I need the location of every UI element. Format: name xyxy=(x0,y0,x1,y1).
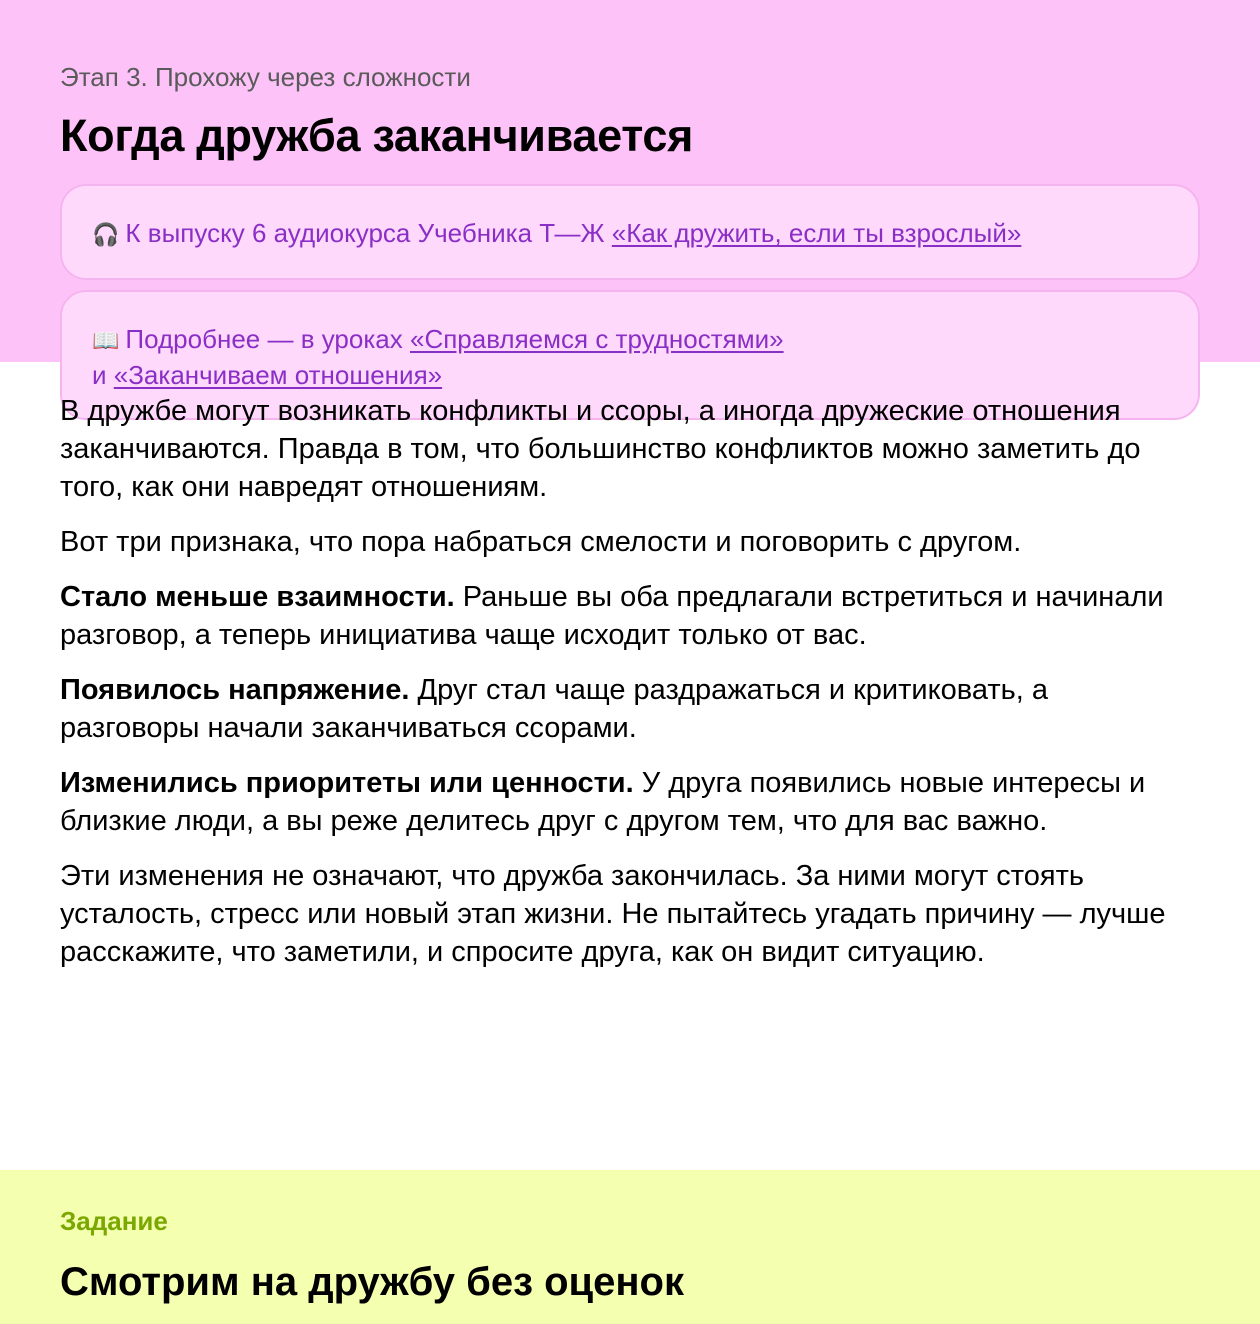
audio-note-text: К выпуску 6 аудиокурса Учебника Т—Ж xyxy=(125,218,612,248)
audio-course-note xyxy=(60,184,1200,280)
open-book-icon: 📖 xyxy=(92,328,120,353)
sign-title-reciprocity: Стало меньше взаимности. xyxy=(60,581,455,613)
sign-text-priorities: У друга появились новые интересы и близкие люди, а вы реже делитесь друг с другом тем, что для вас важно. xyxy=(60,767,1146,837)
sign-text-tension: Друг стал чаще раздражаться и критиковать, а разговоры начали заканчиваться ссорами. xyxy=(60,674,1048,744)
signs-intro-paragraph: Вот три признака, что пора набраться смелости и поговорить с другом. xyxy=(60,526,1022,558)
sign-text-reciprocity: Раньше вы оба предлагали встретиться и начинали разговор, а теперь инициатива чаще исходит только от вас. xyxy=(60,581,1164,651)
article-body xyxy=(0,362,1260,1170)
task-block xyxy=(0,1170,1260,1324)
sign-paragraph-priorities xyxy=(60,764,1190,840)
stage-label: Этап 3. Прохожу через сложности xyxy=(60,62,471,92)
task-label: Задание xyxy=(60,1206,168,1236)
intro-paragraph: В дружбе могут возникать конфликты и ссоры, а иногда дружеские отношения заканчиваются. Правда в том, что большинство конфликтов можно заметить до того, как они навредят отношениям. xyxy=(60,395,1141,503)
sign-paragraph-reciprocity xyxy=(60,578,1190,654)
lesson-header xyxy=(0,0,1260,390)
sign-paragraph-tension xyxy=(60,671,1190,747)
page-title: Когда дружба заканчивается xyxy=(60,110,694,161)
sign-title-priorities: Изменились приоритеты или ценности. xyxy=(60,767,634,799)
lessons-note-text: Подробнее — в уроках xyxy=(125,324,410,354)
audio-course-link[interactable]: «Как дружить, если ты взрослый» xyxy=(611,218,1022,248)
lesson-link-difficulties[interactable]: «Справляемся с трудностями» xyxy=(409,324,784,354)
task-title: Смотрим на дружбу без оценок xyxy=(60,1260,684,1304)
headphones-icon: 🎧 xyxy=(92,222,120,247)
lessons-note-connector: и xyxy=(92,360,114,390)
sign-title-tension: Появилось напряжение. xyxy=(60,674,410,706)
lesson-link-ending-relations[interactable]: «Заканчиваем отношения» xyxy=(113,360,443,390)
conclusion-paragraph: Эти изменения не означают, что дружба закончилась. За ними могут стоять усталость, стресс или новый этап жизни. Не пытайтесь угадать причину — лучше расскажите, что заметили, и спросите друга, как он видит ситуацию. xyxy=(60,860,1166,968)
